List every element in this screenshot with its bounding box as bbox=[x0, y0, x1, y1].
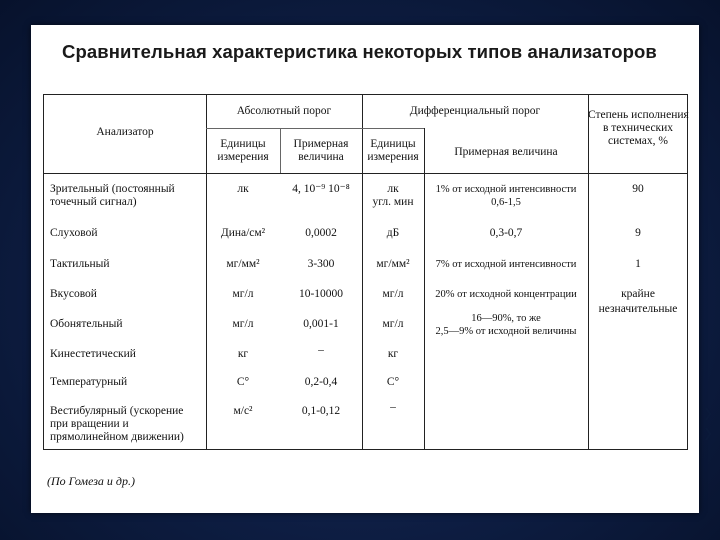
chevron-right-icon: ❯ bbox=[703, 406, 714, 420]
row-visual-diff-value: 1% от исходной интенсивности 0,6-1,5 bbox=[435, 184, 577, 208]
header-diff-value: Примерная величина bbox=[454, 146, 558, 158]
row-kinesthetic-name: Кинестетический bbox=[50, 348, 136, 360]
footnote-source: (По Гомеза и др.) bbox=[47, 474, 135, 488]
header-degree: Степень исполнения в технических системах, % bbox=[588, 109, 689, 147]
row-tactile-name: Тактильный bbox=[50, 258, 110, 270]
row-auditory-abs-unit: Дина/см² bbox=[220, 227, 266, 239]
header-diff-units: Единицы измерения bbox=[367, 138, 419, 163]
row-tactile-abs-value: 3-300 bbox=[307, 258, 335, 270]
row-olfactory-abs-unit: мг/л bbox=[232, 318, 254, 330]
row-temperature-diff-unit: С° bbox=[386, 376, 400, 388]
row-olfactory-diff-value: 16—90%, то же 2,5—9% от исходной величины bbox=[435, 313, 577, 337]
row-kinesthetic-abs-unit: кг bbox=[237, 348, 249, 360]
row-auditory-diff-unit: дБ bbox=[386, 227, 400, 239]
row-vestibular-abs-value: 0,1-0,12 bbox=[301, 405, 341, 417]
row-visual-diff-unit: лк угл. мин bbox=[372, 183, 414, 208]
row-visual-abs-unit: лк bbox=[237, 183, 249, 195]
row-tactile-diff-unit: мг/мм² bbox=[376, 258, 410, 270]
row-tactile-degree: 1 bbox=[635, 258, 641, 270]
row-auditory-abs-value: 0,0002 bbox=[305, 227, 337, 239]
row-tactile-diff-value: 7% от исходной интенсивности bbox=[435, 259, 577, 270]
row-temperature-name: Температурный bbox=[50, 376, 128, 388]
row-visual-degree: 90 bbox=[632, 183, 644, 195]
header-absolute-threshold: Абсолютный порог bbox=[236, 105, 332, 117]
header-abs-value: Примерная величина bbox=[293, 138, 349, 163]
row-vestibular-diff-unit: – bbox=[390, 401, 396, 413]
row-auditory-diff-value: 0,3-0,7 bbox=[489, 227, 523, 239]
slide bbox=[31, 25, 699, 513]
row-olfactory-degree: незначительные bbox=[598, 303, 678, 315]
header-differential-threshold: Дифференциальный порог bbox=[409, 105, 541, 117]
row-auditory-degree: 9 bbox=[635, 227, 641, 239]
row-temperature-abs-value: 0,2-0,4 bbox=[304, 376, 338, 388]
row-olfactory-name: Обонятельный bbox=[50, 318, 123, 330]
row-visual-abs-value: 4, 10⁻⁹ 10⁻⁸ bbox=[292, 183, 350, 195]
row-auditory-name: Слуховой bbox=[50, 227, 98, 239]
row-kinesthetic-abs-value: – bbox=[318, 344, 324, 356]
comparison-table bbox=[43, 94, 688, 450]
header-analyzer: Анализатор bbox=[96, 126, 154, 138]
row-kinesthetic-diff-unit: кг bbox=[387, 348, 399, 360]
row-taste-name: Вкусовой bbox=[50, 288, 97, 300]
row-tactile-abs-unit: мг/мм² bbox=[226, 258, 260, 270]
row-taste-abs-value: 10-10000 bbox=[298, 288, 344, 300]
row-temperature-abs-unit: С° bbox=[236, 376, 250, 388]
row-taste-diff-unit: мг/л bbox=[382, 288, 404, 300]
row-visual-name: Зрительный (постоянный точечный сигнал) bbox=[50, 183, 175, 208]
row-vestibular-name: Вестибулярный (ускорение при вращении и прямолинейном движении) bbox=[50, 405, 184, 443]
row-taste-degree: крайне bbox=[621, 288, 655, 300]
row-olfactory-abs-value: 0,001-1 bbox=[303, 318, 339, 330]
row-taste-abs-unit: мг/л bbox=[232, 288, 254, 300]
row-vestibular-abs-unit: м/с² bbox=[233, 405, 253, 417]
header-abs-units: Единицы измерения bbox=[217, 138, 269, 163]
row-taste-diff-value: 20% от исходной концентрации bbox=[435, 289, 577, 300]
row-olfactory-diff-unit: мг/л bbox=[382, 318, 404, 330]
chevron-right-icon: ❯ bbox=[703, 426, 714, 440]
slide-title: Сравнительная характеристика некоторых типов анализаторов bbox=[62, 41, 657, 62]
